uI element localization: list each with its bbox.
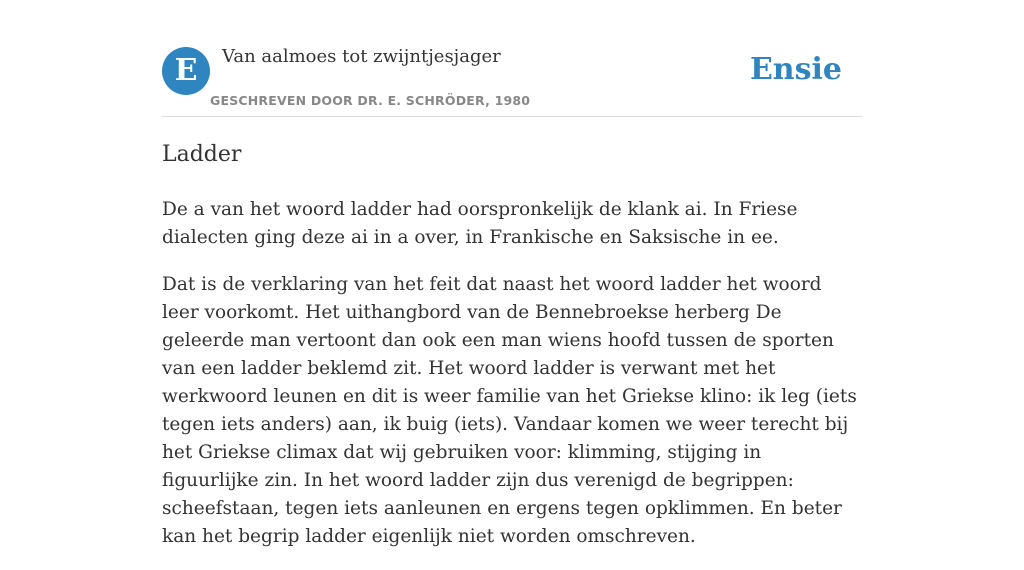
ensie-logo-icon[interactable]: E: [162, 47, 210, 95]
article-paragraph: Dat is de verklaring van het feit dat naast het woord ladder het woord leer voorkomt. Het uithangbord van de Bennebroekse herberg De geleerde man vertoont dan ook een man wiens hoofd tussen de sporten van een ladder beklemd zit. Het woord ladder is verwant met het werkwoord leunen en dit is weer familie van het Griekse klino: ik leg (iets tegen iets anders) aan, ik buig (iets). Vandaar komen we weer terecht bij het Griekse climax dat wij gebruiken voor: klimming, stijging in figuurlijke zin. In het woord ladder zijn dus verenigd de begrippen: scheefstaan, tegen iets aanleunen en ergens tegen opklimmen. En beter kan het begrip ladder eigenlijk niet worden omschreven.: [162, 274, 857, 547]
article-paragraph: De a van het woord ladder had oorspronkelijk de klank ai. In Friese dialecten ging deze ai in a over, in Frankische en Saksische in ee.: [162, 199, 798, 248]
article: [162, 140, 862, 570]
book-title[interactable]: Van aalmoes tot zwijntjesjager: [222, 46, 501, 67]
header: [162, 46, 862, 117]
byline: GESCHREVEN DOOR DR. E. SCHRÖDER, 1980: [210, 93, 531, 108]
brand-logo[interactable]: Ensie: [749, 52, 842, 87]
article-title: Ladder: [162, 142, 242, 167]
